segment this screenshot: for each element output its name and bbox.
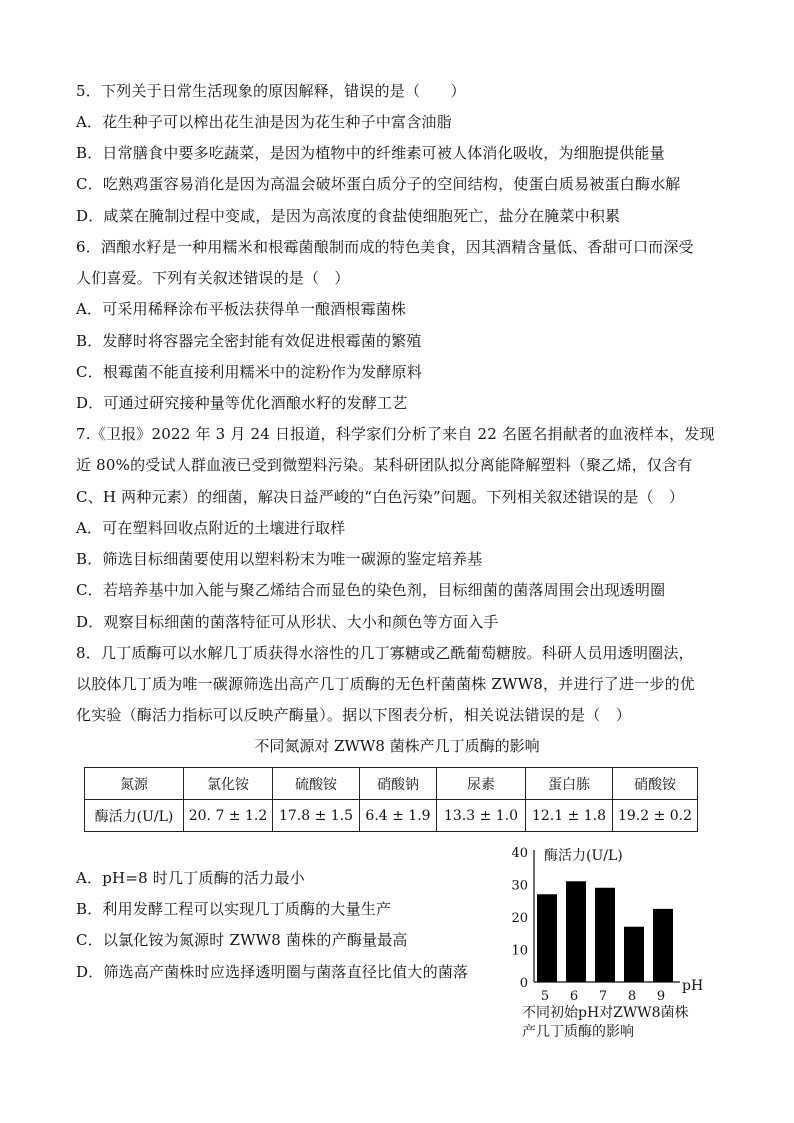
question-6-option-b: B．发酵时将容器完全密封能有效促进根霉菌的繁殖	[76, 332, 422, 350]
table-cell: 20. 7 ± 1.2	[184, 800, 273, 832]
question-6-option-d: D．可通过研究接种量等优化酒酿水籽的发酵工艺	[76, 394, 408, 412]
table-header-cell: 硫酸铵	[273, 768, 360, 800]
x-tick-label: 9	[656, 989, 666, 1004]
bar	[624, 927, 644, 982]
question-8-option-a: A．pH=8 时几丁质酶的活力最小	[76, 869, 305, 887]
question-8-stem: 8．几丁质酶可以水解几丁质获得水溶性的几丁寡糖或乙酰葡萄糖胺。科研人员用透明圈法，	[76, 644, 694, 662]
x-tick-label: 6	[569, 989, 579, 1004]
chart-caption-line: 不同初始pH对ZWW8菌株	[522, 1005, 689, 1021]
question-7-stem-cont-1: 近 80%的受试人群血液已受到微塑料污染。某科研团队拟分离能降解塑料（聚乙烯，仅含有	[76, 456, 693, 474]
question-8-stem-cont-2: 化实验（酶活力指标可以反映产酶量）。据以下图表分析，相关说法错误的是（ ）	[76, 706, 631, 724]
table-header-row	[85, 768, 698, 800]
table-header-cell: 硝酸铵	[613, 768, 698, 800]
table-cell: 6.4 ± 1.9	[360, 800, 437, 832]
x-tick-label: 7	[598, 989, 608, 1004]
x-tick-label: 8	[627, 989, 637, 1004]
table-header-cell: 硝酸钠	[360, 768, 437, 800]
question-5-option-c: C．吃熟鸡蛋容易消化是因为高温会破坏蛋白质分子的空间结构，使蛋白质易被蛋白酶水解	[76, 175, 681, 193]
question-5-option-b: B．日常膳食中要多吃蔬菜，是因为植物中的纤维素可被人体消化吸收，为细胞提供能量	[76, 144, 665, 162]
table-cell: 12.1 ± 1.8	[526, 800, 613, 832]
table-caption: 不同氮源对 ZWW8 菌株产几丁质酶的影响	[254, 737, 540, 755]
nitrogen-source-table	[84, 767, 698, 832]
table-cell: 酶活力(U/L)	[85, 800, 184, 832]
question-5-stem: 5．下列关于日常生活现象的原因解释，错误的是（ ）	[76, 82, 466, 100]
x-tick-label: 5	[540, 989, 550, 1004]
question-8-option-c: C．以氯化铵为氮源时 ZWW8 菌株的产酶量最高	[76, 931, 408, 949]
table-cell: 17.8 ± 1.5	[273, 800, 360, 832]
chart-caption-line: 产几丁质酶的影响	[522, 1024, 634, 1040]
table-row	[85, 800, 698, 832]
question-6-stem-cont: 人们喜爱。下列有关叙述错误的是（ ）	[76, 269, 350, 287]
y-axis-label: 酶活力(U/L)	[544, 848, 623, 864]
table-header-cell: 氮源	[85, 768, 184, 800]
question-8-stem-cont-1: 以胶体几丁质为唯一碳源筛选出高产几丁质酶的无色杆菌菌株 ZWW8，并进行了进一步的优	[76, 675, 695, 693]
y-tick-label: 40	[511, 846, 528, 861]
table-cell: 19.2 ± 0.2	[613, 800, 698, 832]
chart-caption	[522, 1004, 712, 1042]
table-cell: 13.3 ± 1.0	[437, 800, 526, 832]
question-8-option-b: B．利用发酵工程可以实现几丁质酶的大量生产	[76, 900, 392, 918]
question-7-option-c: C．若培养基中加入能与聚乙烯结合而显色的染色剂，目标细菌的菌落周围会出现透明圈	[76, 581, 666, 599]
bar	[537, 894, 557, 982]
question-7-option-d: D．观察目标细菌的菌落特征可从形状、大小和颜色等方面入手	[76, 613, 499, 631]
y-tick-label: 30	[511, 878, 528, 894]
bar	[595, 888, 615, 982]
table-header-cell: 尿素	[437, 768, 526, 800]
table-header-cell: 氯化铵	[184, 768, 273, 800]
question-6-stem: 6．酒酿水籽是一种用糯米和根霉菌酿制而成的特色美食，因其酒精含量低、香甜可口而深受	[76, 238, 694, 256]
question-8-option-d: D．筛选高产菌株时应选择透明圈与菌落直径比值大的菌落	[76, 963, 469, 981]
x-axis-label: pH	[682, 978, 704, 994]
y-tick-label: 20	[511, 911, 528, 926]
question-5-option-d: D．咸菜在腌制过程中变咸，是因为高浓度的食盐使细胞死亡，盐分在腌菜中积累	[76, 207, 621, 225]
y-tick-label: 10	[511, 943, 528, 959]
chart-svg	[500, 842, 720, 1004]
question-7-option-a: A．可在塑料回收点附近的土壤进行取样	[76, 519, 346, 537]
question-7-option-b: B．筛选目标细菌要使用以塑料粉末为唯一碳源的鉴定培养基	[76, 550, 483, 568]
bar	[566, 881, 586, 982]
question-6-option-c: C．根霉菌不能直接利用糯米中的淀粉作为发酵原料	[76, 363, 423, 381]
table-header-cell: 蛋白胨	[526, 768, 613, 800]
bar	[653, 909, 673, 982]
y-tick-label: 0	[519, 976, 528, 991]
question-7-stem: 7.《卫报》2022 年 3 月 24 日报道，科学家们分析了来自 22 名匿名捐献者的血液样本，发现	[76, 425, 715, 443]
question-6-option-a: A．可采用稀释涂布平板法获得单一酿酒根霉菌株	[76, 300, 407, 318]
question-5-option-a: A．花生种子可以榨出花生油是因为花生种子中富含油脂	[76, 113, 452, 131]
question-7-stem-cont-2: C、H 两种元素）的细菌，解决日益严峻的“白色污染”问题。下列相关叙述错误的是（ ）	[76, 488, 685, 506]
